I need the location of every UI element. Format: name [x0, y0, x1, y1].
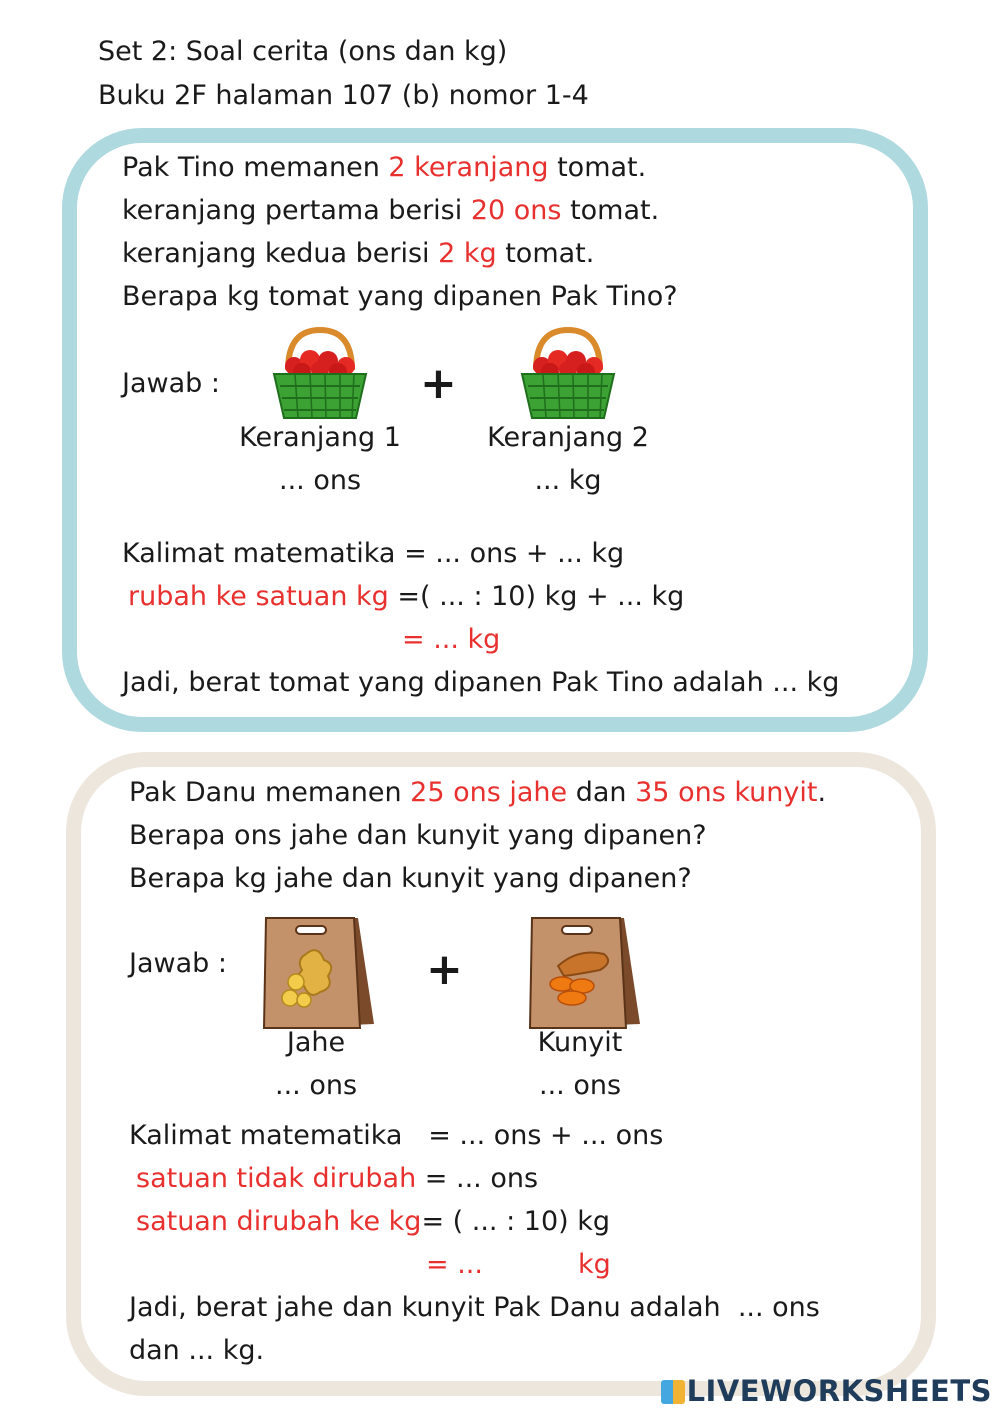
tomato-basket-2-icon: [518, 326, 618, 422]
p2-conclusion-line-1: Jadi, berat jahe dan kunyit Pak Danu adalah ... ons: [129, 1292, 820, 1323]
ginger-label: Jahe: [286, 1027, 346, 1058]
basket-1-label: Keranjang 1: [239, 422, 401, 453]
p2-conclusion-line-2: dan ... kg.: [129, 1335, 265, 1366]
tomato-basket-1-icon: [270, 326, 370, 422]
p2-question-ons: Berapa ons jahe dan kunyit yang dipanen?: [129, 820, 707, 851]
p2-line-1: Pak Danu memanen 25 ons jahe dan 35 ons kunyit.: [129, 777, 827, 808]
worksheet-title: Set 2: Soal cerita (ons dan kg): [98, 36, 508, 67]
p1-line-3: keranjang kedua berisi 2 kg tomat.: [122, 238, 595, 269]
p2-convert-line: satuan dirubah ke kg= ( ... : 10) kg: [136, 1206, 611, 1237]
p2-result-unit: kg: [578, 1249, 611, 1280]
turmeric-unit-blank: ... ons: [538, 1070, 622, 1101]
book-reference: Buku 2F halaman 107 (b) nomor 1-4: [98, 80, 589, 111]
ginger-bag-icon: [262, 912, 378, 1032]
basket-2-label: Keranjang 2: [487, 422, 649, 453]
p1-convert-line: rubah ke satuan kg =( ... : 10) kg + ... kg: [128, 581, 685, 612]
p2-same-unit-line: satuan tidak dirubah = ... ons: [136, 1163, 539, 1194]
p1-plus-sign: +: [420, 358, 457, 409]
p2-question-kg: Berapa kg jahe dan kunyit yang dipanen?: [129, 863, 692, 894]
liveworksheets-logo: LIVEWORKSHEETS: [661, 1374, 992, 1408]
p2-answer-label: Jawab :: [129, 948, 227, 979]
p1-line-2: keranjang pertama berisi 20 ons tomat.: [122, 195, 660, 226]
turmeric-bag-icon: [528, 912, 644, 1032]
basket-1-unit-blank: ... ons: [278, 465, 362, 496]
p1-math-sentence: Kalimat matematika = ... ons + ... kg: [122, 538, 625, 569]
p1-answer-label: Jawab :: [122, 368, 220, 399]
p1-question: Berapa kg tomat yang dipanen Pak Tino?: [122, 281, 678, 312]
p1-conclusion: Jadi, berat tomat yang dipanen Pak Tino adalah ... kg: [122, 667, 840, 698]
p1-line-1: Pak Tino memanen 2 keranjang tomat.: [122, 152, 647, 183]
liveworksheets-icon: [661, 1380, 685, 1404]
basket-2-unit-blank: ... kg: [534, 465, 602, 496]
p2-math-sentence: Kalimat matematika = ... ons + ... ons: [129, 1120, 664, 1151]
p2-plus-sign: +: [426, 944, 463, 995]
ginger-unit-blank: ... ons: [274, 1070, 358, 1101]
turmeric-label: Kunyit: [537, 1027, 623, 1058]
p2-result-value: = ...: [426, 1249, 483, 1280]
p1-result: = ... kg: [402, 624, 501, 655]
